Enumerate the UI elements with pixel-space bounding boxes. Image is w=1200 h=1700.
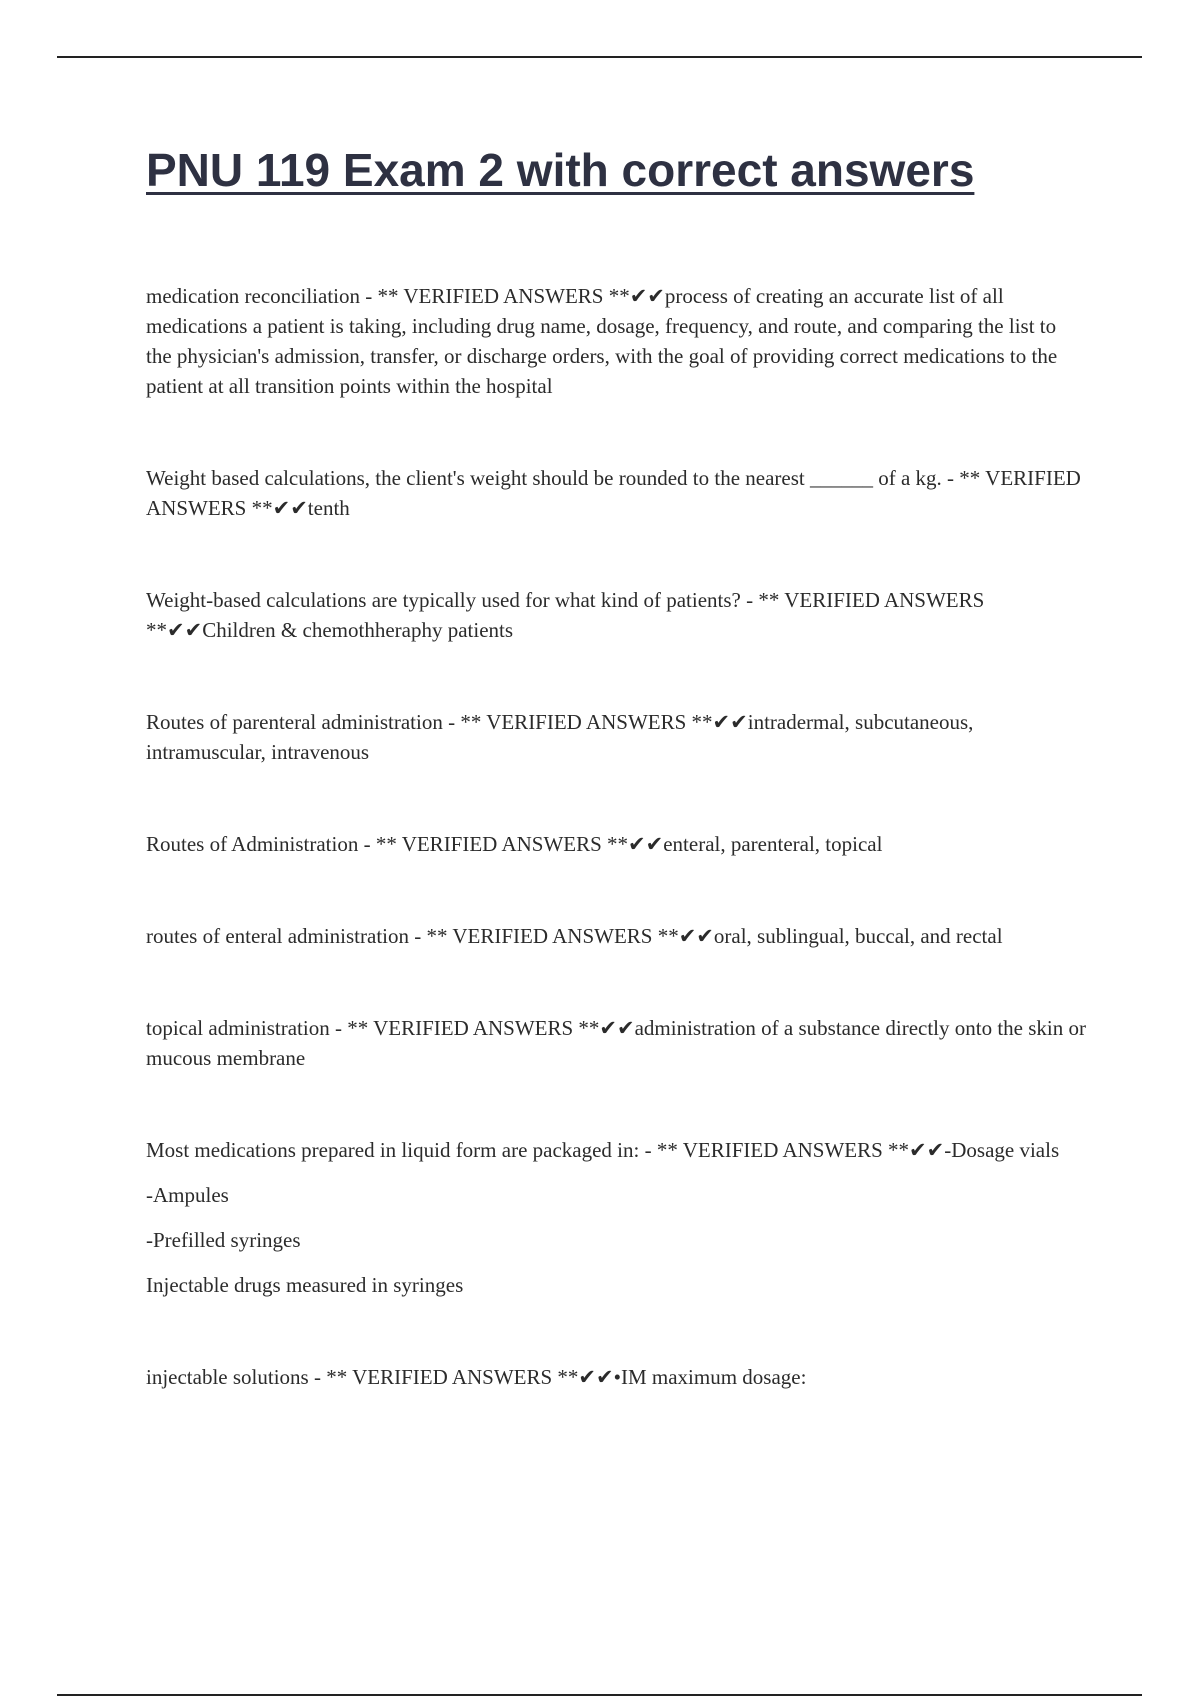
qa-text: Routes of Administration - ** VERIFIED ANSWERS **✔✔enteral, parenteral, topical bbox=[146, 832, 883, 856]
qa-item bbox=[146, 707, 1086, 767]
qa-text: medication reconciliation - ** VERIFIED ANSWERS **✔✔process of creating an accurate list of all medications a patient is taking, including drug name, dosage, frequency, and route, and comparing the list to the physician's admission, transfer, or discharge orders, with the goal of providing correct medications to the patient at all transition points within the hospital bbox=[146, 284, 1058, 398]
qa-item bbox=[146, 585, 1086, 645]
qa-item bbox=[146, 1013, 1086, 1073]
qa-text: topical administration - ** VERIFIED ANSWERS **✔✔administration of a substance directly onto the skin or mucous membrane bbox=[146, 1016, 1087, 1070]
document-page bbox=[146, 140, 1086, 1454]
qa-text: Most medications prepared in liquid form are packaged in: - ** VERIFIED ANSWERS **✔✔-Dosage vials bbox=[146, 1138, 1060, 1162]
qa-text-line: -Prefilled syringes bbox=[146, 1228, 301, 1252]
qa-text: injectable solutions - ** VERIFIED ANSWERS **✔✔•IM maximum dosage: bbox=[146, 1365, 807, 1389]
qa-item bbox=[146, 829, 1086, 859]
qa-text-line: -Ampules bbox=[146, 1183, 229, 1207]
qa-item bbox=[146, 1135, 1086, 1300]
bottom-divider bbox=[57, 1694, 1142, 1696]
qa-text: Routes of parenteral administration - ** VERIFIED ANSWERS **✔✔intradermal, subcutaneous, intramuscular, intravenous bbox=[146, 710, 974, 764]
qa-text: routes of enteral administration - ** VERIFIED ANSWERS **✔✔oral, sublingual, buccal, and rectal bbox=[146, 924, 1003, 948]
top-divider bbox=[57, 56, 1142, 58]
qa-text: Weight based calculations, the client's weight should be rounded to the nearest ______ of a kg. - ** VERIFIED ANSWERS **✔✔tenth bbox=[146, 466, 1081, 520]
qa-text-line: Injectable drugs measured in syringes bbox=[146, 1273, 464, 1297]
document-title: PNU 119 Exam 2 with correct answers bbox=[146, 144, 975, 196]
qa-text: Weight-based calculations are typically used for what kind of patients? - ** VERIFIED ANSWERS **✔✔Children & chemothheraphy patients bbox=[146, 588, 985, 642]
qa-item bbox=[146, 281, 1086, 401]
qa-item bbox=[146, 921, 1086, 951]
qa-list bbox=[146, 281, 1086, 1392]
qa-item bbox=[146, 1362, 1086, 1392]
qa-item bbox=[146, 463, 1086, 523]
